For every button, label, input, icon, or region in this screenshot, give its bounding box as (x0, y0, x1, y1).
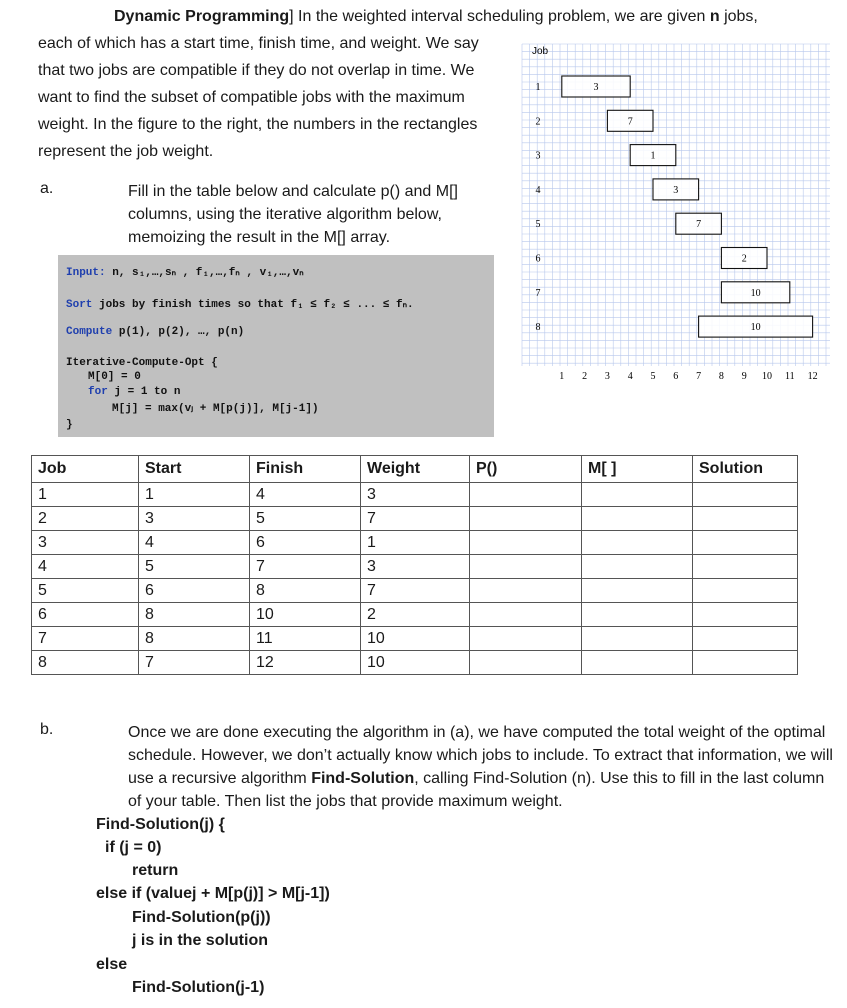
cell-m[interactable] (582, 507, 693, 531)
table-row (32, 531, 798, 555)
cell-p[interactable] (470, 531, 582, 555)
x-tick-label: 3 (604, 371, 610, 382)
table-row (32, 627, 798, 651)
cell-m[interactable] (582, 483, 693, 507)
cell-finish: 8 (250, 579, 361, 603)
table-row (32, 579, 798, 603)
header-p: P() (470, 456, 582, 483)
table-row (32, 651, 798, 675)
cell-p[interactable] (470, 483, 582, 507)
cell-weight: 1 (361, 531, 470, 555)
part-b-label: b. (40, 721, 54, 738)
code-input-line (66, 265, 304, 279)
pseudo-line-7: else (96, 956, 128, 973)
pseudo-line-8: Find-Solution(j-1) (132, 979, 265, 996)
intro-body: each of which has a start time, finish time, and weight. We say that two jobs are compatible if they do not overlap in time. We want to find the subset of compatible jobs with the maximum weight. In the figure to the right, the numbers in the rectangles represent the job weight. (38, 35, 479, 160)
header-job: Job (32, 456, 139, 483)
job-weight-label: 2 (741, 253, 747, 265)
cell-solution[interactable] (693, 507, 798, 531)
cell-job: 2 (32, 507, 139, 531)
code-compute-rest: p(1), p(2), …, p(n) (112, 326, 245, 338)
cell-start: 3 (139, 507, 250, 531)
cell-job: 8 (32, 651, 139, 675)
cell-solution[interactable] (693, 483, 798, 507)
x-tick-label: 11 (784, 371, 795, 382)
cell-start: 8 (139, 627, 250, 651)
cell-job: 3 (32, 531, 139, 555)
cell-finish: 10 (250, 603, 361, 627)
code-for-rest: j = 1 to n (107, 386, 181, 398)
cell-p[interactable] (470, 651, 582, 675)
pseudo-line-2: if (j = 0) (105, 839, 162, 856)
job-label: 1 (535, 82, 541, 93)
cell-solution[interactable] (693, 651, 798, 675)
job-label: 3 (535, 150, 541, 162)
x-tick-label: 5 (650, 371, 656, 382)
cell-start: 4 (139, 531, 250, 555)
job-weight-label: 1 (650, 150, 656, 162)
cell-finish: 6 (250, 531, 361, 555)
header-m: M[ ] (582, 456, 693, 483)
job-weight-label: 7 (696, 219, 702, 231)
part-b-text (68, 721, 838, 813)
pseudo-line-3: return (132, 862, 179, 879)
cell-job: 7 (32, 627, 139, 651)
pseudo-line-4: else if (valuej + M[p(j)] > M[j-1]) (96, 885, 330, 902)
job-weight-label: 3 (593, 82, 599, 93)
intro-n-bold: n (709, 8, 720, 25)
x-tick-label: 8 (718, 371, 724, 382)
intro-lead-end: jobs, (719, 8, 758, 25)
cell-p[interactable] (470, 579, 582, 603)
cell-job: 6 (32, 603, 139, 627)
cell-solution[interactable] (693, 555, 798, 579)
job-weight-label: 10 (750, 287, 761, 299)
cell-finish: 5 (250, 507, 361, 531)
cell-p[interactable] (470, 555, 582, 579)
cell-job: 4 (32, 555, 139, 579)
pseudo-line-6: j is in the solution (132, 932, 268, 949)
part-b-body (68, 721, 838, 813)
cell-start: 5 (139, 555, 250, 579)
part-a-text (68, 180, 508, 249)
code-sort-keyword: Sort (66, 299, 93, 311)
cell-start: 7 (139, 651, 250, 675)
cell-p[interactable] (470, 507, 582, 531)
cell-weight: 10 (361, 627, 470, 651)
table-row (32, 555, 798, 579)
code-for-line (88, 386, 180, 398)
table-row (32, 603, 798, 627)
table-header-row (32, 456, 798, 483)
code-input-rest: n, s₁,…,sₙ , f₁,…,fₙ , v₁,…,vₙ (105, 267, 304, 279)
chart-job-bars (562, 76, 813, 337)
x-tick-label: 4 (627, 371, 633, 382)
code-sort-line (66, 297, 414, 311)
intro-lead-rest: ] In the weighted interval scheduling problem, we are given (289, 8, 710, 25)
code-for-keyword: for (88, 386, 108, 398)
job-label: 7 (535, 287, 541, 299)
intro-paragraph (38, 3, 758, 165)
cell-weight: 3 (361, 555, 470, 579)
chart-ylabel: Job (531, 46, 549, 57)
code-input-keyword: Input: (66, 267, 106, 279)
cell-solution[interactable] (693, 603, 798, 627)
chart-job-labels (536, 82, 541, 333)
x-tick-label: 12 (807, 371, 818, 382)
cell-solution[interactable] (693, 579, 798, 603)
header-solution: Solution (693, 456, 798, 483)
code-iter-head: Iterative-Compute-Opt { (66, 357, 218, 369)
intro-first-line (38, 3, 847, 30)
table-row (32, 483, 798, 507)
cell-m[interactable] (582, 603, 693, 627)
pseudo-line-1: Find-Solution(j) { (96, 816, 225, 833)
x-tick-label: 10 (762, 371, 772, 382)
part-a-label: a. (40, 180, 54, 197)
cell-solution[interactable] (693, 627, 798, 651)
code-compute-line (66, 326, 244, 338)
cell-weight: 3 (361, 483, 470, 507)
x-tick-label: 1 (559, 371, 565, 382)
cell-start: 1 (139, 483, 250, 507)
algorithm-code-box (58, 255, 494, 437)
pseudo-line-5: Find-Solution(p(j)) (132, 909, 271, 926)
code-assign-line: M[j] = max(vⱼ + M[p(j)], M[j-1]) (112, 403, 319, 415)
job-label: 2 (535, 116, 541, 128)
job-label: 4 (535, 184, 541, 196)
cell-weight: 10 (361, 651, 470, 675)
cell-finish: 4 (250, 483, 361, 507)
job-weight-label: 10 (750, 322, 761, 334)
x-tick-label: 2 (582, 371, 588, 382)
chart-x-ticks (559, 371, 817, 382)
x-tick-label: 9 (741, 371, 747, 382)
cell-weight: 7 (361, 579, 470, 603)
cell-start: 6 (139, 579, 250, 603)
cell-m[interactable] (582, 555, 693, 579)
part-b-bold-name: Find-Solution (311, 770, 415, 787)
cell-m[interactable] (582, 627, 693, 651)
cell-job: 5 (32, 579, 139, 603)
job-label: 8 (535, 322, 541, 334)
job-weight-label: 7 (627, 116, 633, 128)
job-label: 6 (535, 253, 541, 265)
x-tick-label: 6 (673, 371, 679, 382)
header-start: Start (139, 456, 250, 483)
cell-weight: 2 (361, 603, 470, 627)
cell-job: 1 (32, 483, 139, 507)
cell-finish: 11 (250, 627, 361, 651)
header-finish: Finish (250, 456, 361, 483)
job-table (31, 455, 798, 675)
code-m0-line: M[0] = 0 (88, 371, 141, 383)
code-compute-keyword: Compute (66, 326, 113, 338)
cell-weight: 7 (361, 507, 470, 531)
cell-p[interactable] (470, 627, 582, 651)
code-close-brace: } (66, 419, 73, 431)
cell-m[interactable] (582, 579, 693, 603)
code-sort-rest: jobs by finish times so that f₁ ≤ f₂ ≤ ... ≤ fₙ. (92, 299, 414, 311)
cell-start: 8 (139, 603, 250, 627)
x-tick-label: 7 (696, 371, 702, 382)
table-row (32, 507, 798, 531)
cell-solution[interactable] (693, 531, 798, 555)
part-a-body: Fill in the table below and calculate p() and M[] columns, using the iterative algorithm below, memoizing the result in the M[] array. (128, 183, 458, 246)
cell-m[interactable] (582, 531, 693, 555)
part-b-text-2: , calling Find-Solution (n). Use this to fill in the last column of your table. Then list the jobs that provide maximum weight. (128, 770, 825, 810)
header-weight: Weight (361, 456, 470, 483)
cell-m[interactable] (582, 651, 693, 675)
job-weight-label: 3 (673, 184, 679, 196)
part-b-text-1: Once we are done executing the algorithm in (a), we have computed the total weight of the optimal schedule. However, we don’t actually know which jobs to include. To extract that information, we will use a recursive algorithm (128, 724, 833, 787)
cell-finish: 7 (250, 555, 361, 579)
interval-chart (510, 38, 840, 388)
cell-p[interactable] (470, 603, 582, 627)
job-label: 5 (535, 219, 541, 231)
intro-lead-bold: Dynamic Programming (114, 8, 290, 25)
cell-finish: 12 (250, 651, 361, 675)
